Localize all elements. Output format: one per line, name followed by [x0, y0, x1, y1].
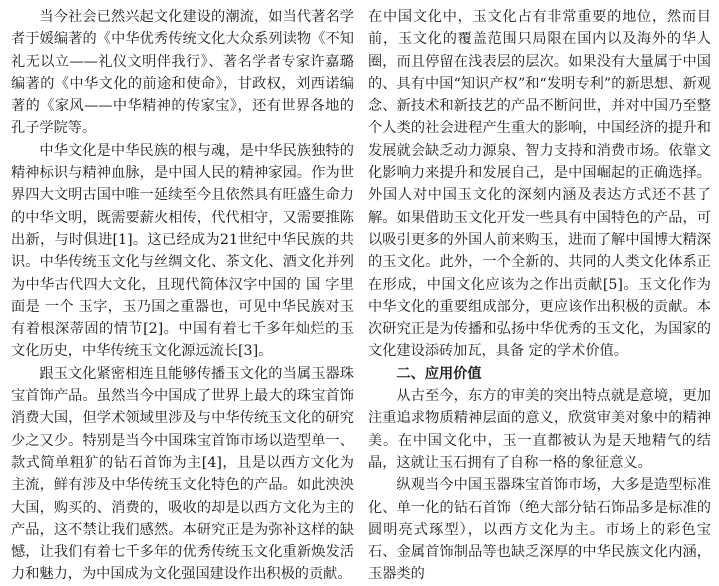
paragraph-jade-culture-status: 在中国文化中，玉文化占有非常重要的地位，然而目前，玉文化的覆盖范围只局限在国内以及海外的华人圈，而且停留在浅表层的层次。如果没有大量属于中国的、具有中国“知识产权”和“发明专利”的新思想、新观念、新技术和新技艺的产品不断问世，并对中国乃至整个人类的社会进程产生重大的影响，中国经济的提升和发展就会缺乏动力源泉、智力支持和消费市场。依靠文化影响力来提升和发展自己，是中国崛起的正确选择。外国人对中国玉文化的深刻内涵及表达方式还不甚了解。如果借助玉文化开发一些具有中国特色的产品，可以吸引更多的外国人前来购玉，进而了解中国博大精深的玉文化。此外，一个全新的、共同的人类文化体系正在形成，中国文化应该为之作出贡献[5]。玉文化作为中华文化的重要组成部分，更应该作出积极的贡献。本次研究正是为传播和弘扬中华优秀的玉文化，为国家的文化建设添砖加瓦，具备 定的学术价值。 [368, 9, 711, 360]
section-heading: 二、应用价值 [396, 365, 482, 382]
paragraph-eastern-aesthetics: 从古至今，东方的审美的突出特点就是意境，更加注重追求物质精神层面的意义，欣赏审美对象中的精神美。在中国文化中，玉一直都被认为是天地精气的结晶，这就让玉石拥有了自称一格的象征意义。 [368, 388, 711, 471]
left-column [11, 6, 354, 583]
paragraph-jade-jewelry: 跟玉文化紧密相连且能够传播玉文化的当属玉器珠宝首饰产品。虽然当今中国成了世界上最大的珠宝首饰消费大国，但学术领域里涉及与中华传统玉文化的研究少之又少。特别是当今中国珠宝首饰市场以造型单一、款式简单粗犷的钻石首饰为主[4]，且是以西方文化为主流，鲜有涉及中华传统玉文化特色的产品。如此泱泱大国，购买的、消费的，吸收的却是以西方文化为主的产品，这不禁让我们感然。本研究正是为弥补这样的缺憾，让我们有着七千多年的优秀传统玉文化重新焕发活力和魅力，为中国成为文化强国建设作出积极的贡献。 [11, 365, 354, 583]
paragraph-chinese-culture: 中华文化是中华民族的根与魂，是中华民族独特的精神标识与精神血脉，是中国人民的精神家园。作为世界四大文明古国中唯一延续至今且依然具有旺盛生命力的中华文明，既需要薪火相传，代代相守，又需要推陈出新，与时俱进[1]。这已经成为21世纪中华民族的共识。中华传统玉文化与丝绸文化、茶文化、酒文化并列为中华古代四大文化，且现代简体汉字中国的 国 字里面是 一个 玉字，玉乃国之重器也，可见中华民族对玉有着根深蒂固的情节[2]。中国有着七千多年灿烂的玉文化历史，中华传统玉文化源远流长[3]。 [11, 142, 354, 360]
right-column [368, 6, 711, 583]
paragraph-intro: 当今社会已然兴起文化建设的潮流，如当代著名学者于媛编著的《中华优秀传统文化大众系列读物《不知礼无以立——礼仪文明伴我行》、著名学者专家许嘉璐编著的《中华文化的前途和使命》，甘政权，刘西诺编著的《家风——中华精神的传家宝》，还有世界各地的孔子学院等。 [11, 9, 354, 137]
paragraph-market-overview: 纵观当今中国玉器珠宝首饰市场，大多是造型标准化、单一化的钻石首饰（绝大部分钻石饰品多是标准的圆明亮式琢型），以西方文化为主。市场上的彩色宝石、金属首饰制品等也缺乏深厚的中华民族文化内涵，玉器类的 [368, 477, 711, 583]
